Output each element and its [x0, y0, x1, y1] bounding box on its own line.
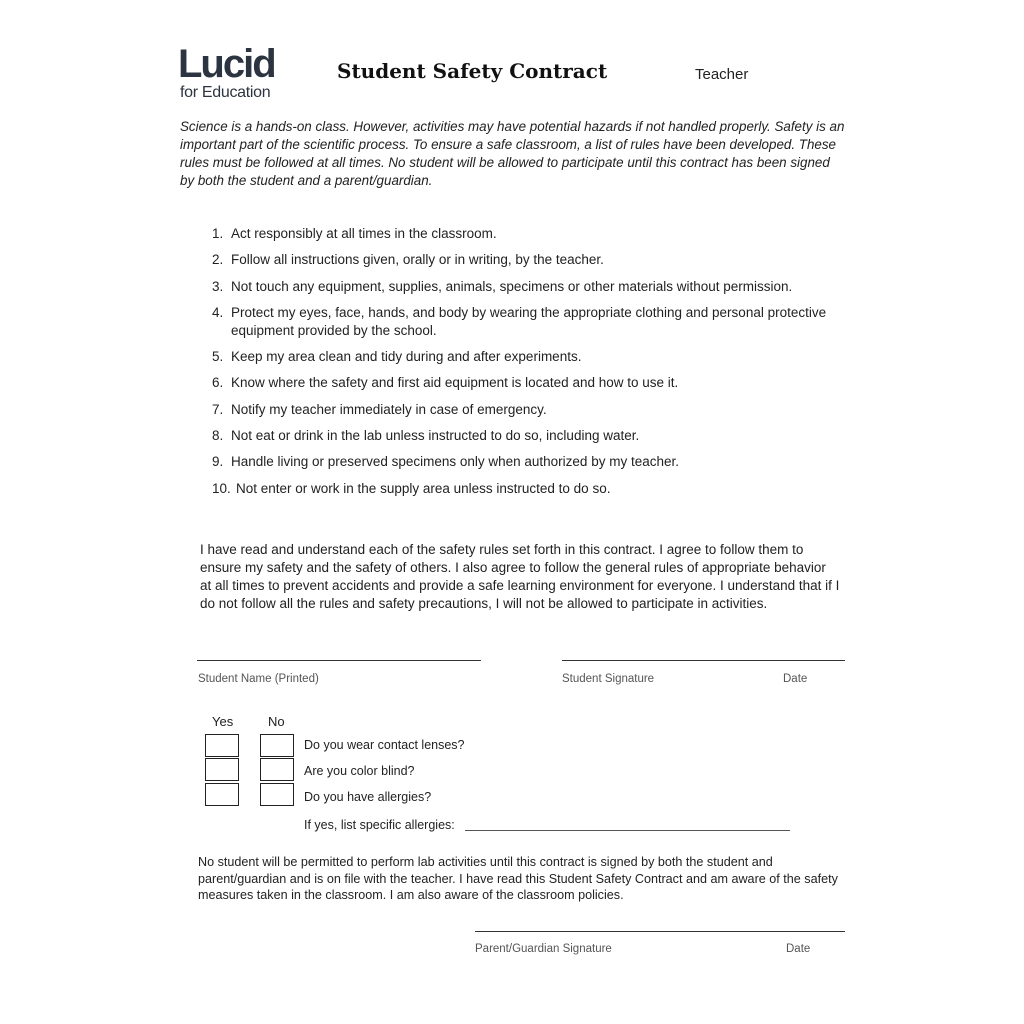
page-title: Student Safety Contract — [337, 59, 608, 83]
rule-item — [212, 278, 852, 296]
rule-item — [212, 480, 852, 498]
guardian-date-label: Date — [786, 943, 811, 955]
allergies-input-line[interactable] — [465, 830, 790, 831]
rule-number: 6. — [212, 375, 224, 391]
rule-item — [212, 348, 852, 366]
rule-number: 1. — [212, 226, 224, 241]
rule-number: 4. — [212, 304, 224, 320]
rules-list — [212, 225, 852, 506]
agreement-paragraph: I have read and understand each of the safety rules set forth in this contract. I agree to follow them to ensure my safety and the safety of others. I also agree to follow the general rules of appropriate behavior at all times to prevent accidents and provide a safe learning environment for everyone. I understand that if I do not follow all the rules and safety precautions, I will not be allowed to participate in activities. — [200, 542, 840, 611]
allergies-yes-checkbox[interactable] — [205, 783, 239, 806]
rule-number: 10. — [212, 480, 231, 496]
rule-number: 5. — [212, 349, 224, 365]
rule-text: Notify my teacher immediately in case of emergency. — [231, 401, 547, 417]
rule-item — [212, 304, 852, 340]
no-column-header: No — [268, 714, 285, 729]
rule-item — [212, 401, 852, 419]
rule-number: 3. — [212, 278, 224, 294]
rule-text: Handle living or preserved specimens only when authorized by my teacher. — [231, 454, 679, 470]
intro-paragraph: Science is a hands-on class. However, activities may have potential hazards if not handled properly. Safety is an important part of the scientific process. To ensure a safe classroom, a list of rules have been developed. These rules must be followed at all times. No student will be allowed to participate until this contract has been signed by both the student and a parent/guardian. — [180, 119, 845, 188]
rule-number: 7. — [212, 401, 224, 417]
rule-item — [212, 374, 852, 392]
student-signature-label: Student Signature — [562, 673, 655, 685]
color-blind-no-checkbox[interactable] — [260, 758, 294, 781]
teacher-label: Teacher — [695, 66, 749, 83]
color-blind-yes-checkbox[interactable] — [205, 758, 239, 781]
rule-item — [212, 251, 852, 269]
contact-lenses-yes-checkbox[interactable] — [205, 734, 239, 757]
rule-item — [212, 225, 852, 243]
yes-column-header: Yes — [212, 714, 234, 729]
guardian-signature-line[interactable] — [475, 931, 845, 932]
logo-subtitle: for Education — [180, 84, 271, 101]
rule-number: 8. — [212, 428, 224, 444]
student-signature-line[interactable] — [562, 660, 845, 661]
closing-paragraph: No student will be permitted to perform lab activities until this contract is signed by both the student and parent/guardian and is on file with the teacher. I have read this Student Safety Contract and am aware of the safety measures taken in the classroom. I am also aware of the classroom policies. — [198, 855, 838, 902]
allergies-no-checkbox[interactable] — [260, 783, 294, 806]
student-name-label: Student Name (Printed) — [198, 673, 319, 685]
rule-text: Know where the safety and first aid equipment is located and how to use it. — [231, 375, 679, 391]
question-color-blind: Are you color blind? — [304, 764, 415, 778]
student-date-label: Date — [783, 673, 808, 685]
rule-item — [212, 453, 852, 471]
rule-item — [212, 427, 852, 445]
rule-text: Protect my eyes, face, hands, and body by wearing the appropriate clothing and personal protective equipment provided by the school. — [231, 304, 827, 338]
rule-text: Act responsibly at all times in the classroom. — [231, 226, 497, 241]
question-contact-lenses: Do you wear contact lenses? — [304, 738, 465, 752]
rule-text: Not touch any equipment, supplies, animals, specimens or other materials without permission. — [231, 278, 793, 294]
contact-lenses-no-checkbox[interactable] — [260, 734, 294, 757]
question-allergies: Do you have allergies? — [304, 790, 432, 804]
guardian-signature-label: Parent/Guardian Signature — [475, 943, 612, 955]
rule-number: 2. — [212, 252, 224, 268]
allergies-prompt: If yes, list specific allergies: — [304, 818, 455, 832]
rule-number: 9. — [212, 454, 224, 470]
rule-text: Not eat or drink in the lab unless instructed to do so, including water. — [231, 428, 640, 444]
rule-text: Not enter or work in the supply area unless instructed to do so. — [236, 480, 611, 496]
student-name-line[interactable] — [197, 660, 481, 661]
logo-wordmark: Lucid — [178, 42, 275, 86]
rule-text: Keep my area clean and tidy during and after experiments. — [231, 349, 582, 365]
rule-text: Follow all instructions given, orally or in writing, by the teacher. — [231, 252, 604, 268]
